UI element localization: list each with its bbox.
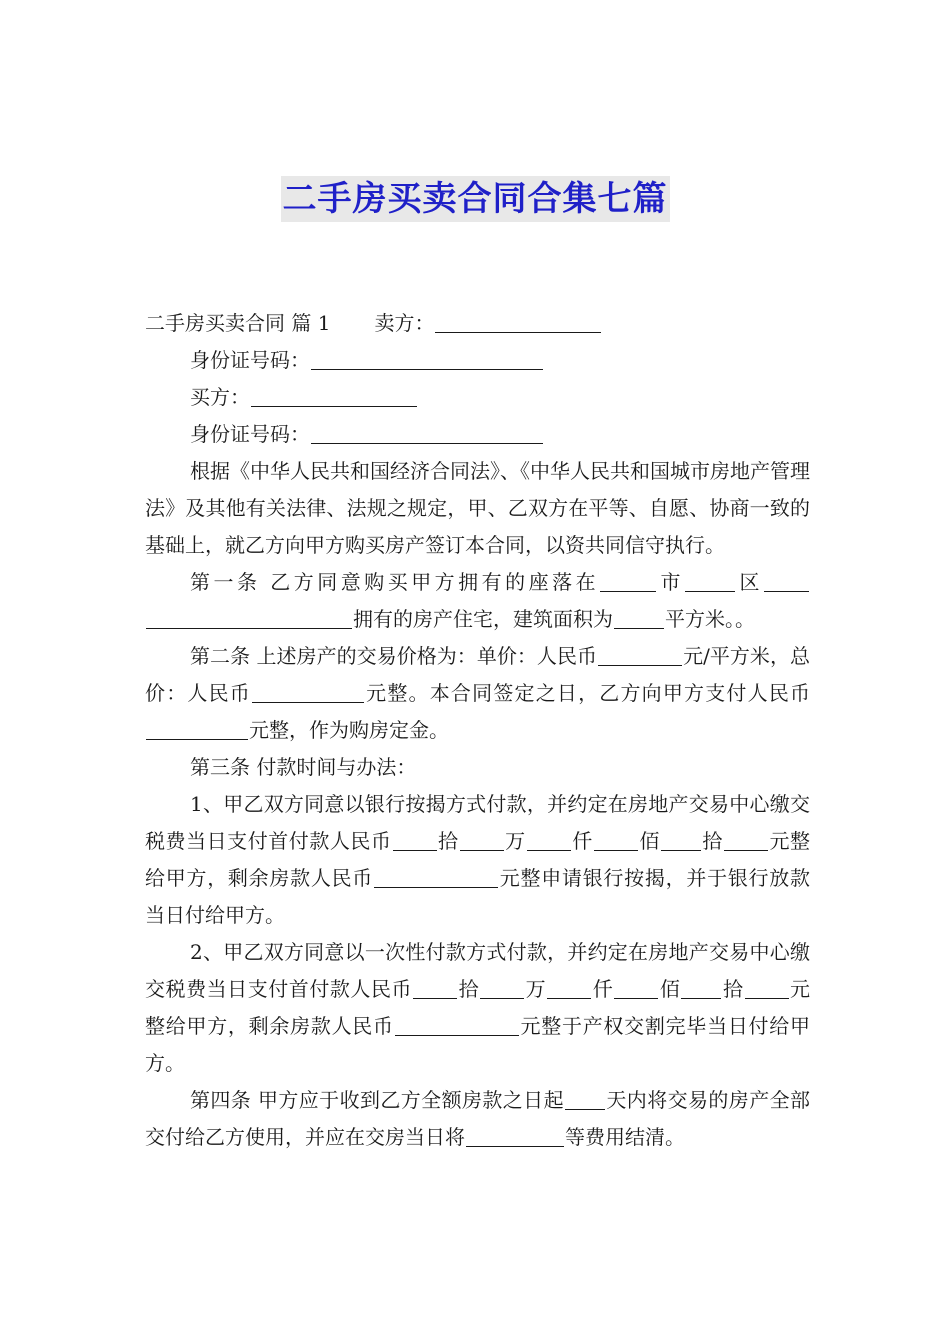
article-2-text-d: 元整，作为购房定金。 <box>249 718 449 742</box>
seller-id-blank <box>311 347 543 370</box>
unit-qian: 仟 <box>571 829 593 853</box>
buyer-blank <box>251 384 417 407</box>
article-4-text-a: 第四条 甲方应于收到乙方全额房款之日起 <box>190 1088 564 1112</box>
clause-2-text-c: 元整于产权交割完毕当日付给甲方。 <box>145 1014 811 1075</box>
contract-heading-line <box>145 305 810 342</box>
preamble-paragraph: 根据《中华人民共和国经济合同法》、《中华人民共和国城市房地产管理法》及其他有关法律、法规之规定，甲、乙双方在平等、自愿、协商一致的基础上，就乙方向甲方购买房产签订本合同，以资共同信守执行。 <box>145 459 810 557</box>
article-3-title: 第三条 付款时间与办法： <box>190 755 417 779</box>
article-1-text-d: 拥有的房产住宅，建筑面积为 <box>353 607 613 631</box>
unit-shi: 拾 <box>701 829 723 853</box>
document-title: 二手房买卖合同合集七篇 <box>281 176 670 222</box>
article-1-text-e: 平方米。。 <box>665 607 755 631</box>
article-2-text-b: 元/平方米，总价：人民币 <box>145 644 810 705</box>
article-1-text-a: 第一条 乙方同意购买甲方拥有的座落在 <box>190 570 600 594</box>
total-price-blank <box>252 680 364 703</box>
unit-bai: 佰 <box>638 829 660 853</box>
article-4-text-c: 等费用结清。 <box>565 1125 685 1149</box>
district-blank <box>685 569 735 592</box>
clause-2-text-b: 元整给甲方，剩余房款人民币 <box>145 977 811 1038</box>
unit-shi: 拾 <box>722 977 744 1001</box>
blank <box>547 976 591 999</box>
clause-2 <box>145 934 810 1082</box>
article-1-text-b: 市 <box>657 570 685 594</box>
seller-id-label: 身份证号码： <box>190 348 310 372</box>
clause-1-text-c: 元整申请银行按揭，并于银行放款当日付给甲方。 <box>145 866 811 927</box>
buyer-id-label: 身份证号码： <box>190 422 310 446</box>
article-2 <box>145 638 810 749</box>
area-blank <box>614 606 664 629</box>
blank <box>413 976 457 999</box>
contract-number: 1 <box>317 311 331 335</box>
article-2-text-a: 第二条 上述房产的交易价格为：单价：人民币 <box>190 644 598 668</box>
seller-label: 卖方： <box>374 311 435 335</box>
buyer-id-blank <box>311 421 543 444</box>
title-area <box>0 176 950 222</box>
blank <box>614 976 658 999</box>
buyer-line <box>145 379 810 416</box>
article-1 <box>145 564 810 638</box>
unit-price-blank <box>598 643 682 666</box>
blank <box>661 828 701 851</box>
blank <box>745 976 789 999</box>
blank <box>681 976 721 999</box>
buyer-id-line <box>145 416 810 453</box>
deposit-blank <box>146 717 248 740</box>
seller-id-line <box>145 342 810 379</box>
blank <box>480 976 524 999</box>
city-blank <box>600 569 656 592</box>
unit-qian: 仟 <box>592 977 614 1001</box>
unit-shi: 拾 <box>458 977 480 1001</box>
blank <box>527 828 571 851</box>
days-blank <box>565 1087 605 1110</box>
clause-2-text-a: 2、甲乙双方同意以一次性付款方式付款，并约定在房地产交易中心缴交税费当日支付首付款人民币 <box>145 940 810 1001</box>
article-4-text-b: 天内将交易的房产全部交付给乙方使用，并应在交房当日将 <box>145 1088 810 1149</box>
unit-wan: 万 <box>504 829 526 853</box>
clause-1 <box>145 786 810 934</box>
blank <box>393 828 437 851</box>
contract-body <box>145 305 810 1156</box>
remaining-blank <box>374 865 498 888</box>
location-blank-a <box>764 569 809 592</box>
buyer-label: 买方： <box>190 385 250 409</box>
article-1-text-c: 区 <box>736 570 764 594</box>
article-2-text-c: 元整。本合同签定之日，乙方向甲方支付人民币 <box>364 681 811 705</box>
location-blank-b <box>146 606 352 629</box>
blank <box>460 828 504 851</box>
blank <box>724 828 768 851</box>
clause-1-text-b: 元整给甲方，剩余房款人民币 <box>145 829 811 890</box>
contract-heading: 二手房买卖合同 篇 <box>145 311 312 335</box>
fees-blank <box>466 1124 564 1147</box>
article-4 <box>145 1082 810 1156</box>
unit-shi: 拾 <box>437 829 459 853</box>
unit-wan: 万 <box>525 977 547 1001</box>
seller-blank <box>435 310 601 333</box>
unit-bai: 佰 <box>659 977 681 1001</box>
remaining-blank <box>395 1013 519 1036</box>
blank <box>594 828 638 851</box>
clause-1-text-a: 1、甲乙双方同意以银行按揭方式付款，并约定在房地产交易中心缴交税费当日支付首付款人民币 <box>145 792 810 853</box>
